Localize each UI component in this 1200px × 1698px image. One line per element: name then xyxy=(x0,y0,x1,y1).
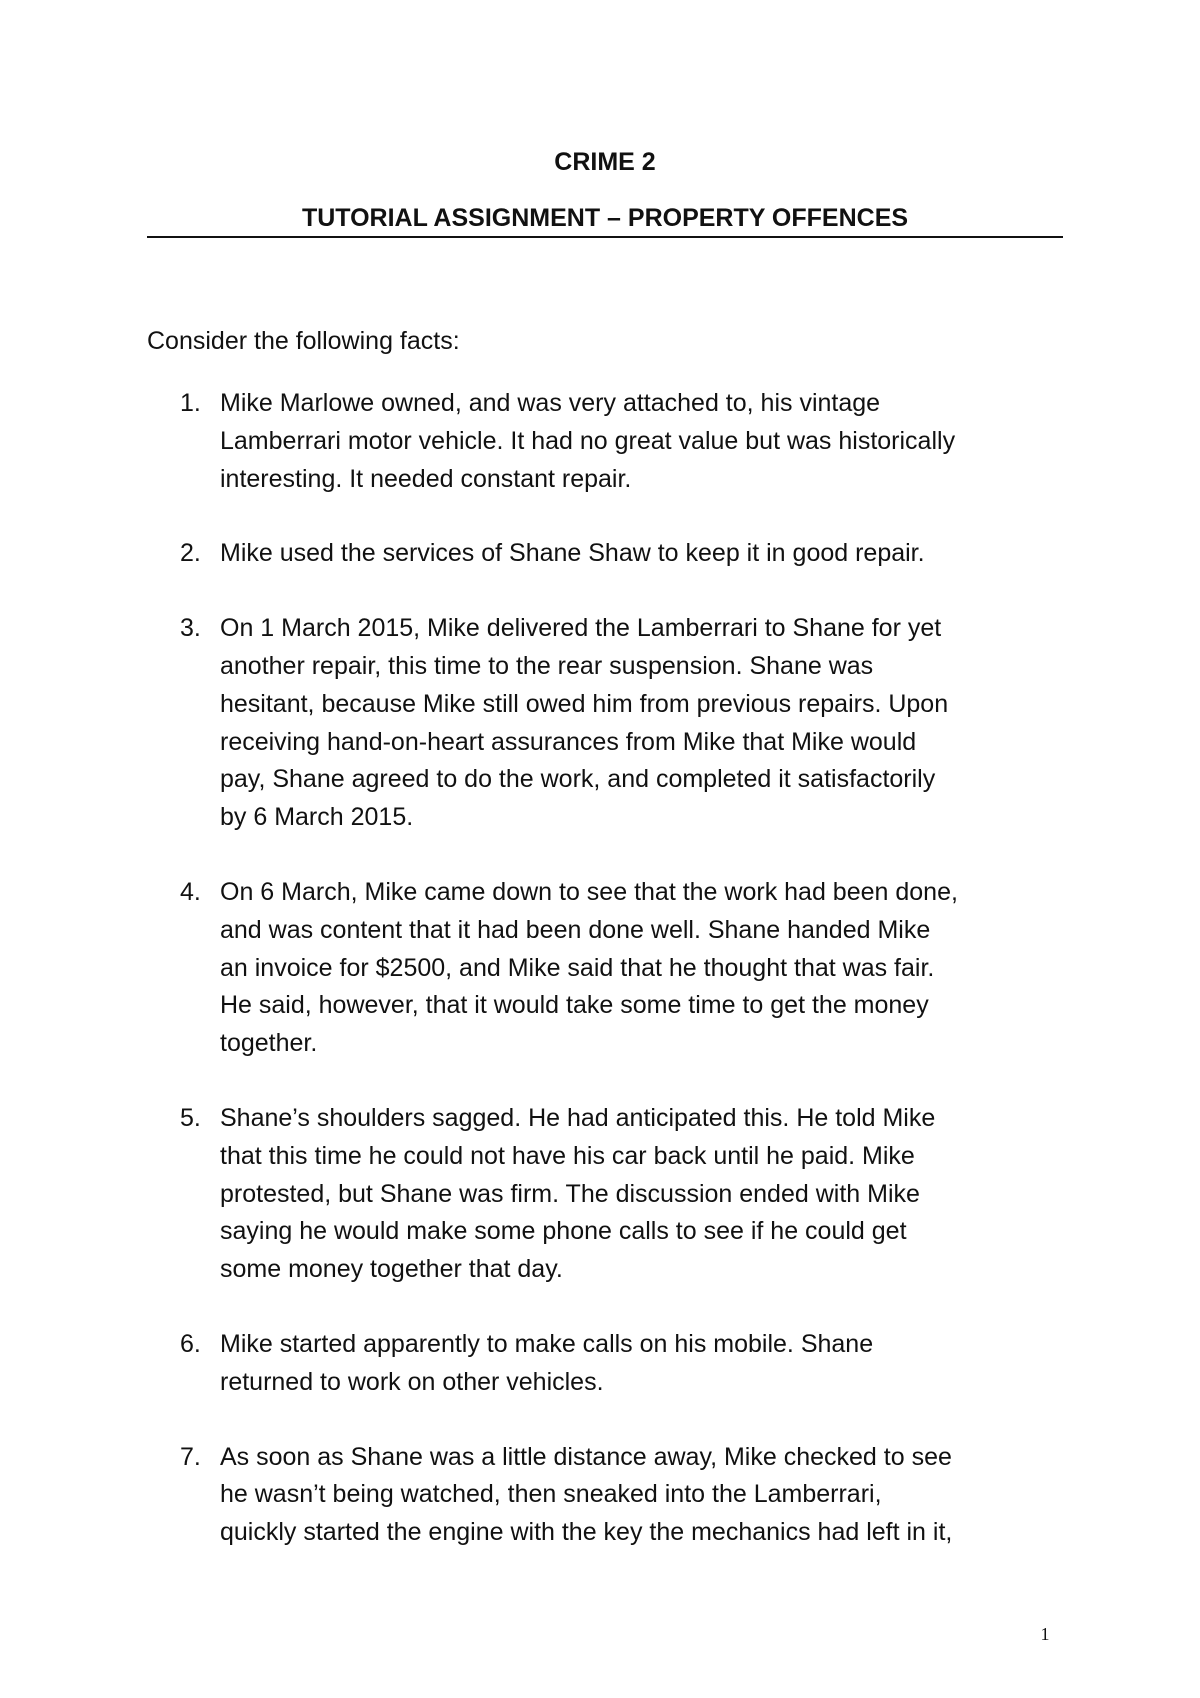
fact-item-2 xyxy=(147,535,1077,573)
fact-item-6 xyxy=(147,1326,1077,1402)
fact-item-4 xyxy=(147,874,1077,1063)
fact-number: 5. xyxy=(180,1103,201,1132)
document-title: CRIME 2 xyxy=(554,148,656,176)
fact-number: 4. xyxy=(180,877,201,906)
fact-number: 1. xyxy=(180,389,201,417)
fact-number: 7. xyxy=(180,1442,201,1471)
fact-text: Mike started apparently to make calls on his mobile. Shane returned to work on other vehicles. xyxy=(220,1329,874,1396)
facts-list xyxy=(147,385,1077,1589)
page-number: 1 xyxy=(1040,1624,1050,1644)
fact-text: Mike Marlowe owned, and was very attached to, his vintage Lamberrari motor vehicle. It had no great value but was historically interesting. It needed constant repair. xyxy=(220,389,956,493)
fact-number: 2. xyxy=(180,539,201,568)
fact-text: On 1 March 2015, Mike delivered the Lamberrari to Shane for yet another repair, this time to the rear suspension. Shane was hesitant, because Mike still owed him from previous repairs. Upon receiving hand-on-heart assurances from Mike that Mike would pay, Shane agreed to do the work, and completed it satisfactorily by 6 March 2015. xyxy=(220,614,949,832)
fact-item-3 xyxy=(147,610,1077,837)
fact-item-5 xyxy=(147,1100,1077,1289)
fact-number: 3. xyxy=(180,614,201,643)
title-underline xyxy=(147,236,1063,238)
fact-item-7 xyxy=(147,1439,1077,1552)
fact-text: Shane’s shoulders sagged. He had anticipated this. He told Mike that this time he could not have his car back until he paid. Mike protested, but Shane was firm. The discussion ended with Mike saying he would make some phone calls to see if he could get some money together that day. xyxy=(220,1103,936,1284)
fact-number: 6. xyxy=(180,1329,201,1358)
fact-text: As soon as Shane was a little distance away, Mike checked to see he wasn’t being watched, then sneaked into the Lamberrari, quickly started the engine with the key the mechanics had left in it, xyxy=(220,1442,953,1547)
fact-item-1 xyxy=(147,385,1077,498)
fact-text: Mike used the services of Shane Shaw to keep it in good repair. xyxy=(220,539,925,568)
document-subtitle: TUTORIAL ASSIGNMENT – PROPERTY OFFENCES xyxy=(301,204,909,232)
fact-text: On 6 March, Mike came down to see that the work had been done, and was content that it had been done well. Shane handed Mike an invoice for $2500, and Mike said that he thought that was fair. He said, however, that it would take some time to get the money together. xyxy=(220,877,958,1058)
intro-text: Consider the following facts: xyxy=(147,327,460,355)
